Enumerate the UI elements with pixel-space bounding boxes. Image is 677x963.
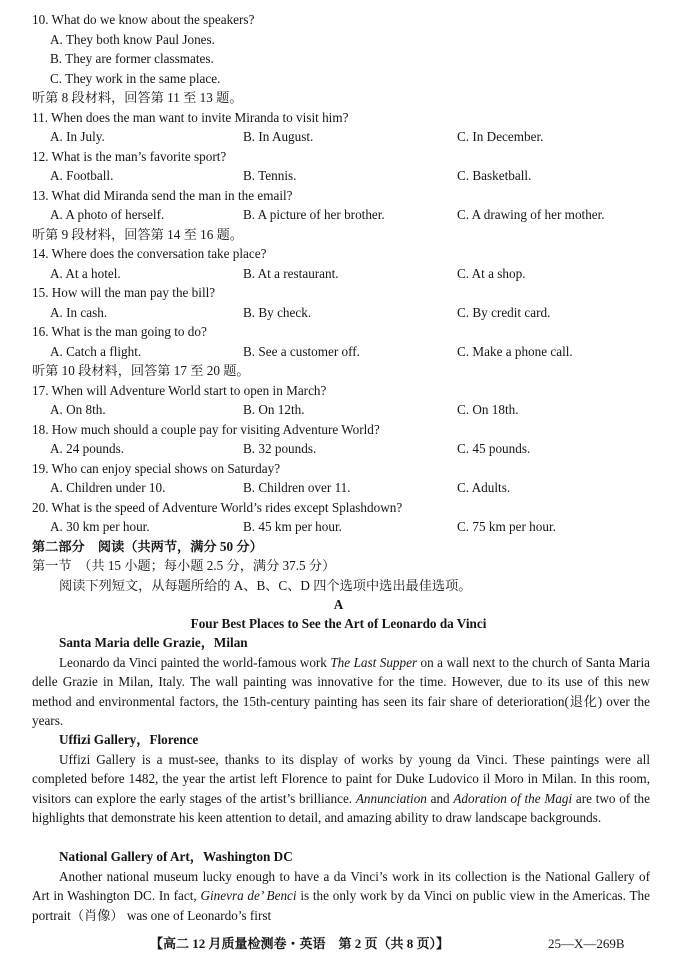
section-instruction-10: 听第 10 段材料，回答第 17 至 20 题。 [32,363,250,378]
p1-text-b: on a wall next to the church of Santa Maria delle Grazie in Milan, Italy. The wall painting was innovative for the time. However, due to its use of this new method and environmental factors, the 15th-century painting has seen its fair share of deterioration(退化) over the years. [32,655,650,729]
option-12a: A. Football. [50,168,114,183]
p3-text-a: Another national museum lucky enough to have a da Vinci’s work in its collection is the National Gallery of Art in Washington DC. In fact, [32,869,650,904]
option-15a: A. In cash. [50,305,108,320]
option-11b: B. In August. [243,129,314,144]
option-13b: B. A picture of her brother. [243,207,385,222]
paragraph-santa-maria [32,653,650,731]
p2-text-b: are two of the highlights that demonstrate his keen attention to detail, and amazing ability to draw landscape backgrounds. [32,790,650,826]
question-13: 13. What did Miranda send the man in the email? [32,188,293,203]
option-11a: A. In July. [50,129,105,144]
option-17c: C. On 18th. [457,402,519,417]
option-14a: A. At a hotel. [50,266,121,281]
option-20c: C. 75 km per hour. [457,519,556,534]
subtitle-uffizi: Uffizi Gallery，Florence [59,732,199,747]
option-16a: A. Catch a flight. [50,344,142,359]
option-17a: A. On 8th. [50,402,106,417]
option-20b: B. 45 km per hour. [243,519,342,534]
option-11c: C. In December. [457,129,544,144]
section1-heading: 第一节 （共 15 小题；每小题 2.5 分，满分 37.5 分） [32,558,336,573]
question-18: 18. How much should a couple pay for visiting Adventure World? [32,422,380,437]
p2-text-and: and [426,790,454,806]
footer-code: 25—X—269B [548,936,625,951]
p2-title-annunciation: Annunciation [355,790,427,806]
p3-text-b: is the only work by da Vinci on public view in the Americas. The portrait（肖像） was one of Leonardo’s first [32,888,650,923]
section-instruction-9: 听第 9 段材料，回答第 14 至 16 题。 [32,227,243,242]
p1-title-last-supper: The Last Supper [330,655,418,670]
p3-title-ginevra: Ginevra de’ Benci [200,888,297,904]
question-15: 15. How will the man pay the bill? [32,285,216,300]
paragraph-uffizi [32,750,650,828]
option-20a: A. 30 km per hour. [50,519,150,534]
question-19: 19. Who can enjoy special shows on Saturday? [32,461,281,476]
part2-heading: 第二部分 阅读（共两节，满分 50 分） [32,539,263,554]
footer-page-info: 【高二 12 月质量检测卷・英语 第 2 页（共 8 页）】 [150,936,450,951]
question-10: 10. What do we know about the speakers? [32,12,255,27]
question-16: 16. What is the man going to do? [32,324,207,339]
option-18c: C. 45 pounds. [457,441,531,456]
option-10a: A. They both know Paul Jones. [50,32,215,47]
option-19b: B. Children over 11. [243,480,351,495]
option-13a: A. A photo of herself. [50,207,165,222]
option-10b: B. They are former classmates. [50,51,214,66]
question-17: 17. When will Adventure World start to open in March? [32,383,327,398]
passage-letter: A [333,597,344,612]
option-19c: C. Adults. [457,480,511,495]
p2-title-adoration: Adoration of the Magi [453,790,573,806]
option-10c: C. They work in the same place. [50,71,221,86]
option-14b: B. At a restaurant. [243,266,339,281]
question-11: 11. When does the man want to invite Miranda to visit him? [32,110,349,125]
option-14c: C. At a shop. [457,266,526,281]
question-14: 14. Where does the conversation take place? [32,246,267,261]
question-12: 12. What is the man’s favorite sport? [32,149,227,164]
option-16b: B. See a customer off. [243,344,360,359]
option-15c: C. By credit card. [457,305,551,320]
subtitle-national-gallery: National Gallery of Art，Washington DC [59,849,293,864]
subtitle-santa-maria: Santa Maria delle Grazie，Milan [59,635,248,650]
option-16c: C. Make a phone call. [457,344,573,359]
option-15b: B. By check. [243,305,312,320]
option-19a: A. Children under 10. [50,480,166,495]
option-12b: B. Tennis. [243,168,297,183]
option-12c: C. Basketball. [457,168,532,183]
p2-text-a: Uffizi Gallery is a must-see, thanks to its display of works by young da Vinci. These paintings were all completed before 1482, the year the artist left Florence to paint for Duke Ludovico il Moro in Milan. In this room, visitors can explore the early stages of the artist’s brilliance. [32,752,650,806]
option-18a: A. 24 pounds. [50,441,124,456]
paragraph-national-gallery [32,867,650,925]
reading-instruction: 阅读下列短文，从每题所给的 A、B、C、D 四个选项中选出最佳选项。 [59,578,472,593]
question-20: 20. What is the speed of Adventure World’s rides except Splashdown? [32,500,403,515]
option-13c: C. A drawing of her mother. [457,207,605,222]
section-instruction-8: 听第 8 段材料，回答第 11 至 13 题。 [32,90,243,105]
option-18b: B. 32 pounds. [243,441,317,456]
p1-text-a: Leonardo da Vinci painted the world-famous work [59,655,331,670]
passage-title: Four Best Places to See the Art of Leonardo da Vinci [190,616,487,631]
option-17b: B. On 12th. [243,402,305,417]
